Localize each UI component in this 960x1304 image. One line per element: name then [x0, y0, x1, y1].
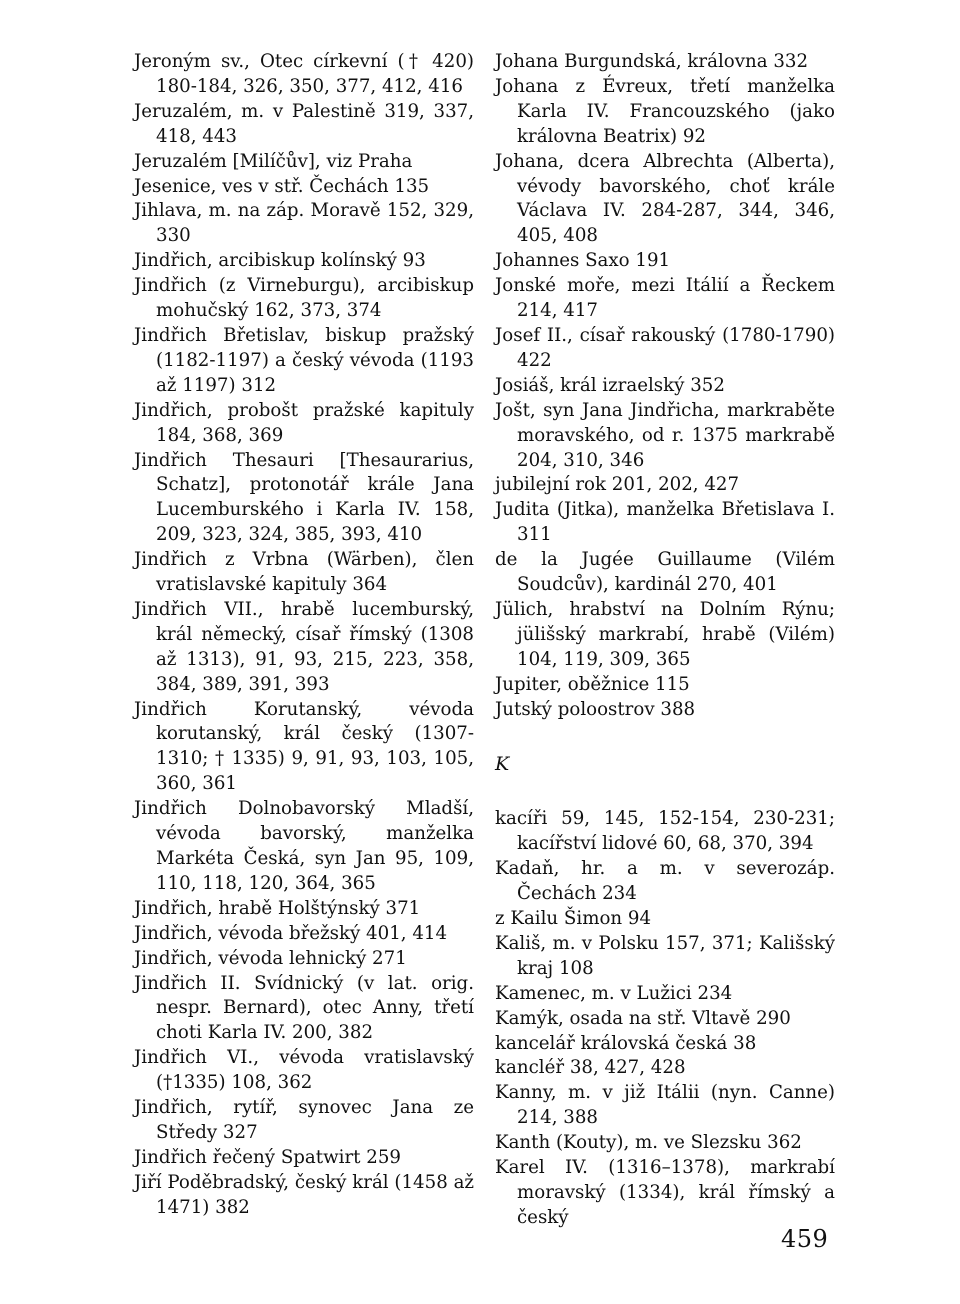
index-entry: Kanny, m. v již Itálii (nyn. Canne) 214, 388: [495, 1082, 835, 1129]
index-entry: Johana, dcera Albrechta (Alberta), vévody bavorského, choť krále Václava IV. 284-287, 344, 346, 405, 408: [495, 150, 835, 247]
index-entry: Jeroným sv., Otec církevní († 420) 180-184, 326, 350, 377, 412, 416: [134, 51, 474, 97]
index-entry: Kamenec, m. v Lužici 234: [495, 982, 733, 1004]
index-entry: Kamýk, osada na stř. Vltavě 290: [495, 1007, 791, 1029]
page-number: 459: [781, 1225, 829, 1253]
index-entry: Judita (Jitka), manželka Břetislava I. 311: [495, 499, 835, 546]
index-entry: Jindřich řečený Spatwirt 259: [134, 1146, 401, 1168]
index-entry: Jindřich VI., vévoda vratislavský (†1335) 108, 362: [134, 1047, 474, 1094]
index-entry: Jindřich, arcibiskup kolínský 93: [134, 250, 426, 272]
index-entry: de la Jugée Guillaume (Vilém Soudcův), kardinál 270, 401: [495, 549, 835, 596]
index-entry: Jonské moře, mezi Itálií a Řeckem 214, 417: [495, 275, 835, 322]
index-entry: Jindřich z Vrbna (Wärben), člen vratislavské kapituly 364: [134, 549, 474, 596]
index-entry: Jindřich Dolnobavorský Mladší, vévoda bavorský, manželka Markéta Česká, syn Jan 95, 109, 110, 118, 120, 364, 365: [134, 798, 474, 894]
index-entry: Johana z Évreux, třetí manželka Karla IV. Francouzského (jako královna Beatrix) 92: [495, 75, 835, 147]
index-entry: Jindřich, rytíř, synovec Jana ze Středy 327: [134, 1097, 474, 1143]
index-entry: Jindřich Korutanský, vévoda korutanský, král český (1307-1310; † 1335) 9, 91, 93, 103, 105, 360, 361: [134, 698, 474, 795]
section-gap: [495, 777, 835, 807]
index-entry: Jindřich, hrabě Holštýnský 371: [134, 897, 421, 919]
index-entry: kancléř 38, 427, 428: [495, 1057, 686, 1079]
index-entry: Jihlava, m. na záp. Moravě 152, 329, 330: [134, 200, 474, 247]
index-entry: Jindřich Břetislav, biskup pražský (1182-1197) a český vévoda (1193 až 1197) 312: [134, 324, 474, 396]
index-entry: Jiří Poděbradský, český král (1458 až 1471) 382: [134, 1171, 474, 1218]
index-entry: Jindřich II. Svídnický (v lat. orig. nespr. Bernard), otec Anny, třetí choti Karla IV. 200, 382: [134, 972, 474, 1044]
index-entry: Josiáš, král izraelský 352: [495, 374, 725, 396]
index-column-left: [134, 50, 474, 1221]
index-entry: Jošt, syn Jana Jindřicha, markraběte moravského, od r. 1375 markrabě 204, 310, 346: [495, 399, 835, 471]
index-entry: kacíři 59, 145, 152-154, 230-231; kacířství lidové 60, 68, 370, 394: [495, 808, 835, 855]
index-entry: Josef II., císař rakouský (1780-1790) 422: [495, 324, 835, 371]
index-entry: Jindřich Thesauri [Thesaurarius, Schatz], protonotář krále Jana Lucemburského i Karla IV. 158, 209, 323, 324, 385, 393, 410: [134, 449, 474, 546]
index-entry: Jutský poloostrov 388: [495, 698, 696, 720]
section-letter-k: K: [495, 753, 510, 776]
section-gap: [495, 722, 835, 752]
index-entry: z Kailu Šimon 94: [495, 908, 652, 929]
index-entry: Jülich, hrabství na Dolním Rýnu; jülišský markrabí, hrabě (Vilém) 104, 119, 309, 365: [495, 598, 835, 670]
index-column-right: [495, 50, 835, 1231]
index-entry: Jeruzalém, m. v Palestině 319, 337, 418, 443: [134, 100, 474, 147]
index-entry: jubilejní rok 201, 202, 427: [495, 474, 740, 496]
index-entry: Jindřich, vévoda břežský 401, 414: [134, 922, 448, 944]
index-entry: Jindřich, probošt pražské kapituly 184, 368, 369: [134, 399, 474, 446]
index-entry: Johannes Saxo 191: [495, 250, 671, 272]
index-entry: Jeruzalém [Milíčův], viz Praha: [134, 150, 413, 172]
index-entry: Jesenice, ves v stř. Čechách 135: [134, 175, 430, 197]
index-entry: Jindřich (z Virneburgu), arcibiskup mohučský 162, 373, 374: [134, 275, 474, 322]
index-entries-j: [495, 50, 835, 722]
index-entry: Johana Burgundská, královna 332: [495, 51, 809, 72]
index-entry: Kanth (Kouty), m. ve Slezsku 362: [495, 1132, 802, 1154]
index-entry: Kališ, m. v Polsku 157, 371; Kališský kraj 108: [495, 932, 835, 979]
index-entry: Jindřich VII., hrabě lucemburský, král německý, císař římský (1308 až 1313), 91, 93, 215, 223, 358, 384, 389, 391, 393: [134, 598, 474, 695]
index-entry: kancelář královská česká 38: [495, 1032, 757, 1054]
index-entries-k: [495, 807, 835, 1230]
index-entry: Karel IV. (1316–1378), markrabí moravský (1334), král římský a český: [495, 1157, 835, 1228]
index-entry: Jindřich, vévoda lehnický 271: [134, 947, 407, 969]
index-entry: Jupiter, oběžnice 115: [495, 673, 690, 695]
index-entry: Kadaň, hr. a m. v severozáp. Čechách 234: [495, 858, 835, 905]
